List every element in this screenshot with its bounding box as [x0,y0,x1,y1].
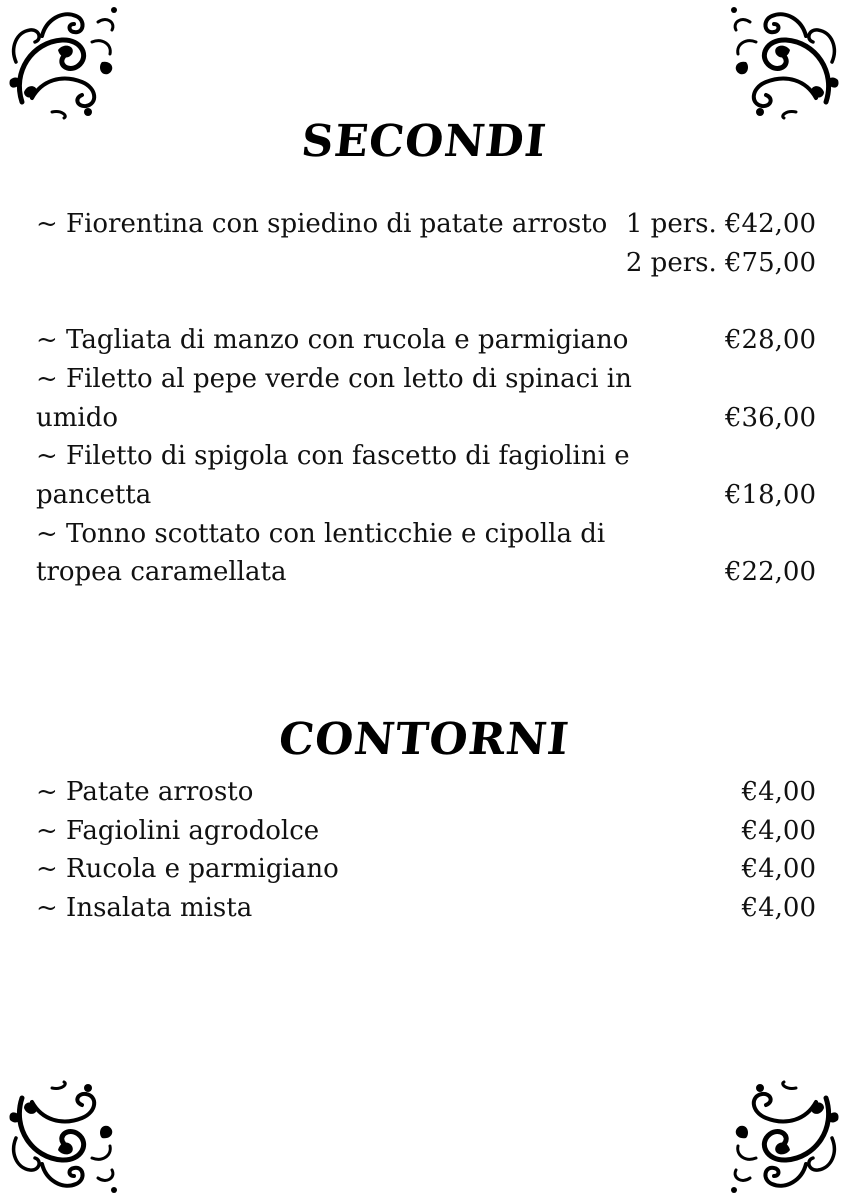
menu-item-name: ~ Rucola e parmigiano [36,854,339,885]
menu-item-price: €4,00 [741,815,816,846]
menu-item [36,321,816,360]
menu-item-name-cont: pancetta [36,479,152,510]
menu-list-secondi [36,205,816,592]
menu-item-name: ~ Insalata mista [36,893,253,924]
menu-item-name: ~ Filetto al pepe verde con letto di spinaci in [36,363,632,394]
menu-item-price-row [36,244,816,283]
menu-item-name-cont: umido [36,402,119,433]
menu-item-price: €4,00 [741,777,816,807]
menu-item-price: €4,00 [741,893,816,924]
flourish-ornament-icon [728,2,846,120]
menu-item [36,812,816,851]
menu-item-price: €22,00 [725,557,816,588]
menu-item-price: €36,00 [725,402,816,433]
menu-item-price: €4,00 [741,854,816,885]
menu-item [36,889,816,928]
menu-item-price: €18,00 [725,479,816,510]
flourish-ornament-icon [2,1080,120,1198]
menu-item-name: ~ Fiorentina con spiedino di patate arrosto [36,209,608,239]
menu-item-name-cont: tropea caramellata [36,557,287,588]
menu-item [36,437,816,514]
menu-item [36,205,816,244]
menu-item-name: ~ Patate arrosto [36,777,254,807]
menu-item [36,515,816,592]
menu-item [36,360,816,437]
menu-item [36,850,816,889]
menu-item-price: 1 pers. €42,00 [625,209,816,239]
section-title-secondi: SECONDI [299,116,549,167]
flourish-ornament-icon [728,1080,846,1198]
menu-item [36,773,816,812]
flourish-ornament-icon [2,2,120,120]
menu-item-name: ~ Filetto di spigola con fascetto di fagiolini e [36,441,630,472]
menu-item-price: 2 pers. €75,00 [625,247,816,278]
menu-item-name: ~ Tagliata di manzo con rucola e parmigiano [36,325,629,356]
section-title-contorni: CONTORNI [276,714,572,765]
menu-list-contorni [36,773,816,928]
menu-item-price: €28,00 [725,325,816,356]
menu-item-name: ~ Fagiolini agrodolce [36,815,320,846]
menu-item-name: ~ Tonno scottato con lenticchie e cipolla di [36,518,606,549]
